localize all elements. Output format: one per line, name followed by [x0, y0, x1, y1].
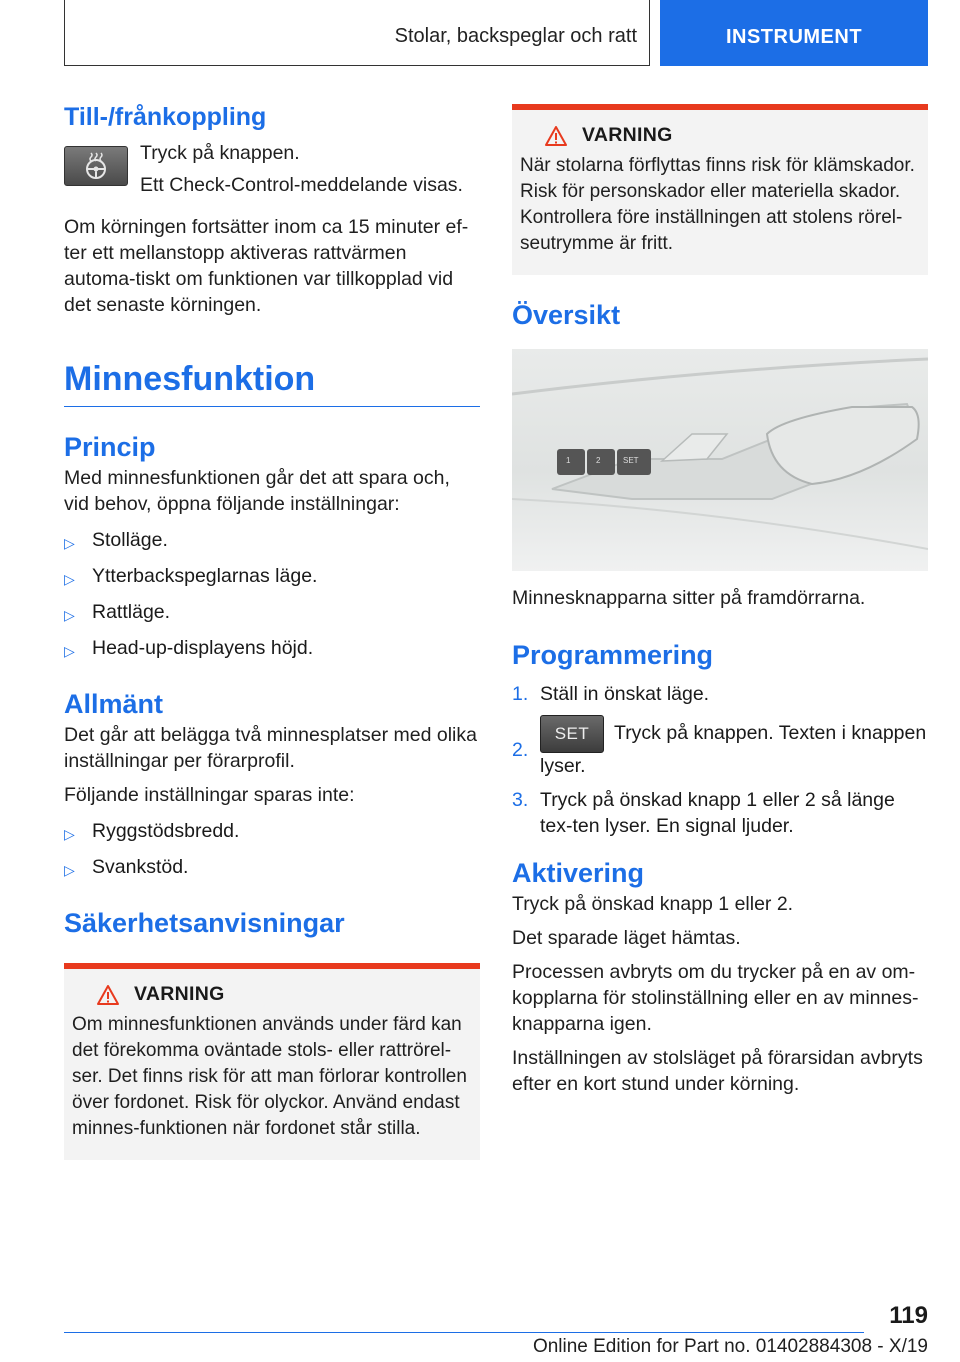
- activation-paragraph-1: Tryck på önskad knapp 1 eller 2.: [512, 893, 794, 915]
- warning-header: [544, 124, 918, 147]
- warning-header: [96, 983, 470, 1006]
- page-number: 119: [889, 1302, 928, 1329]
- till-button-row: [64, 140, 480, 198]
- allmant-paragraph-1: Det går att belägga två minnesplatser med olika inställningar per förarprofil.: [64, 724, 477, 772]
- triangle-bullet-icon: ▷: [64, 535, 75, 551]
- triangle-bullet-icon: ▷: [64, 826, 75, 842]
- princip-list: [64, 527, 480, 664]
- list-item: ▷ Svankstöd.: [64, 854, 480, 883]
- till-button-text: [140, 140, 463, 198]
- allmant-list: [64, 818, 480, 883]
- allmant-paragraph-2: Följande inställningar sparas inte:: [64, 784, 355, 806]
- list-item: ▷ Ytterbackspeglarnas läge.: [64, 563, 480, 592]
- activation-paragraph-3: Processen avbryts om du trycker på en av om-kopplarna för stolinställning eller en av minnes-knapparna igen.: [512, 961, 919, 1035]
- programming-heading: Programmering: [512, 640, 714, 670]
- memory-heading: Minnesfunktion: [64, 360, 316, 398]
- right-column: [512, 104, 928, 1097]
- triangle-bullet-icon: ▷: [64, 643, 75, 659]
- left-column: [64, 100, 480, 1160]
- memory-rule: [64, 406, 480, 407]
- safety-heading: Säkerhetsanvisningar: [64, 908, 345, 938]
- till-heading: Till-/frånkoppling: [64, 103, 267, 131]
- edition-text: Online Edition for Part no. 01402884308 - X/19: [532, 1336, 928, 1357]
- page-header: [64, 0, 928, 66]
- header-section-box: [64, 0, 650, 66]
- warning-triangle-icon: [96, 984, 120, 1006]
- triangle-bullet-icon: ▷: [64, 607, 75, 623]
- warning-box-right: [512, 104, 928, 275]
- till-line-1: Tryck på knappen.: [140, 142, 300, 164]
- warning-triangle-icon: [544, 125, 568, 147]
- programming-steps: [512, 681, 928, 839]
- list-item: ▷ Stolläge.: [64, 527, 480, 556]
- warning-label: VARNING: [582, 124, 673, 146]
- footer-rule: [64, 1332, 864, 1333]
- list-item: ▷ Ryggstödsbredd.: [64, 818, 480, 847]
- till-line-2: Ett Check-Control-meddelande visas.: [140, 174, 463, 196]
- allmant-heading: Allmänt: [64, 689, 164, 719]
- header-section-title: Stolar, backspeglar och ratt: [394, 25, 637, 47]
- list-item: 3. Tryck på önskad knapp 1 eller 2 så länge tex-ten lyser. En signal ljuder.: [512, 789, 895, 837]
- overview-heading: Översikt: [512, 300, 621, 330]
- warning-text: När stolarna förflyttas finns risk för klämskador. Risk för personskador eller materiella skador. Kontrollera före inställningen att stolens rörel-seutrymme är fritt.: [520, 155, 915, 254]
- triangle-bullet-icon: ▷: [64, 862, 75, 878]
- header-chapter-title: INSTRUMENT: [725, 25, 863, 48]
- photo-button-2: 2: [596, 456, 601, 465]
- list-item: ▷ Rattläge.: [64, 599, 480, 628]
- set-button-icon: SET: [540, 715, 604, 753]
- warning-label: VARNING: [134, 983, 225, 1005]
- warning-text: Om minnesfunktionen används under färd kan det förekomma oväntade stols- eller rattrörel-ser. Det finns risk för att man förlorar kontrollen över fordonet. Risk för olyckor. Använd endast minnes-funktionen när fordonet står stilla.: [72, 1014, 467, 1139]
- triangle-bullet-icon: ▷: [64, 571, 75, 587]
- photo-button-set: SET: [623, 456, 639, 465]
- door-memory-buttons-photo: [512, 349, 928, 571]
- activation-paragraph-4: Inställningen av stolsläget på förarsidan avbryts efter en kort stund under körning.: [512, 1047, 923, 1095]
- photo-caption: Minnesknapparna sitter på framdörrarna.: [512, 587, 866, 609]
- warning-box-left: [64, 963, 480, 1160]
- till-paragraph: Om körningen fortsätter inom ca 15 minuter ef-ter ett mellanstopp aktiveras rattvärmen automa-tiskt om funktionen var tillkopplad vid det senaste körningen.: [64, 216, 469, 316]
- list-item: 2. SET Tryck på knappen. Texten i knappen lyser.: [512, 715, 928, 779]
- list-item: 1. Ställ in önskat läge.: [512, 683, 710, 705]
- photo-button-1: 1: [566, 456, 571, 465]
- activation-paragraph-2: Det sparade läget hämtas.: [512, 927, 741, 949]
- heated-steering-wheel-icon: [64, 146, 128, 186]
- activation-heading: Aktivering: [512, 858, 645, 888]
- princip-paragraph: Med minnesfunktionen går det att spara och, vid behov, öppna följande inställningar:: [64, 467, 450, 515]
- princip-heading: Princip: [64, 432, 156, 462]
- header-chapter-tab: [660, 0, 928, 66]
- list-item: ▷ Head-up-displayens höjd.: [64, 635, 480, 664]
